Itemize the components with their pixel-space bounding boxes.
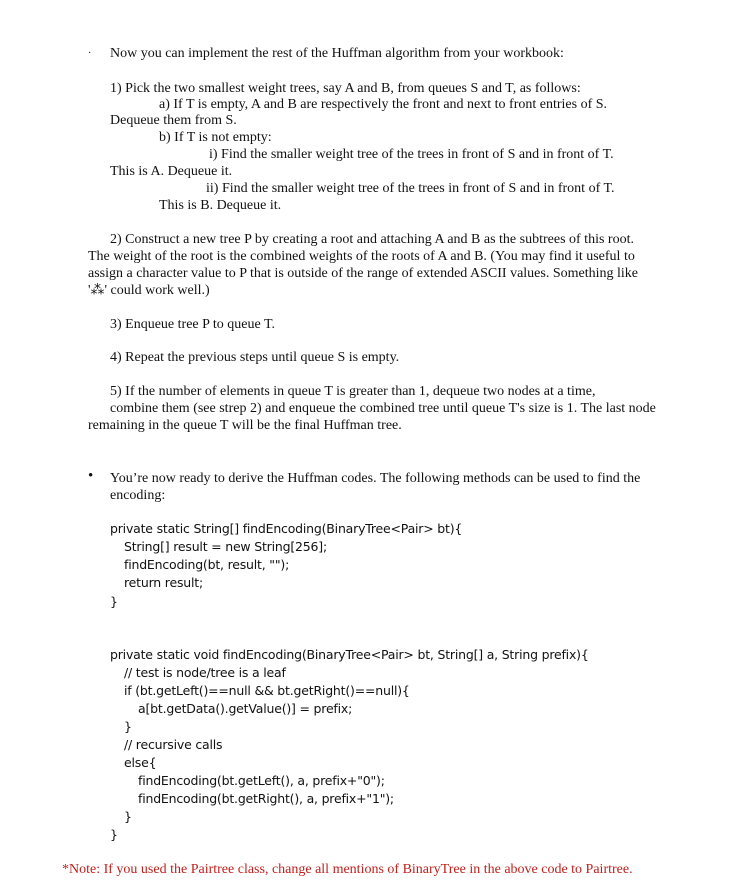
code2-line: findEncoding(bt.getRight(), a, prefix+"1");: [138, 791, 394, 806]
step1-b-i-line1: i) Find the smaller weight tree of the trees in front of S and in front of T.: [209, 147, 614, 162]
step1-b-i-line2: This is A. Dequeue it.: [110, 164, 233, 179]
step2-line1: 2) Construct a new tree P by creating a root and attaching A and B as the subtrees of this root.: [110, 232, 634, 247]
code2-line: if (bt.getLeft()==null && bt.getRight()==null){: [124, 683, 410, 698]
step5-line2: combine them (see strep 2) and enqueue the combined tree until queue T's size is 1. The last node: [110, 401, 656, 416]
step1-b-ii-line1: ii) Find the smaller weight tree of the trees in front of S and in front of T.: [206, 181, 615, 196]
step1-b-ii-line2: This is B. Dequeue it.: [159, 198, 282, 213]
step5-line1: 5) If the number of elements in queue T is greater than 1, dequeue two nodes at a time,: [110, 384, 596, 399]
step5-line3: remaining in the queue T will be the final Huffman tree.: [88, 418, 402, 433]
step3-text: 3) Enqueue tree P to queue T.: [110, 317, 275, 332]
step2-line3: assign a character value to P that is outside of the range of extended ASCII values. Something like: [88, 266, 639, 281]
code2-line: }: [124, 809, 132, 824]
bullet-dot: ·: [88, 48, 92, 59]
section2-line2: encoding:: [110, 488, 166, 503]
code2-line: }: [110, 827, 118, 842]
code2-line: // test is node/tree is a leaf: [124, 665, 286, 680]
code2-line: findEncoding(bt.getLeft(), a, prefix+"0");: [138, 773, 385, 788]
code2-line: a[bt.getData().getValue()] = prefix;: [138, 701, 353, 716]
code2-line: // recursive calls: [124, 737, 223, 752]
code2-line: private static void findEncoding(BinaryTree<Pair> bt, String[] a, String prefix){: [110, 647, 589, 662]
step2-line4: '⁂' could work well.): [88, 283, 210, 298]
code1-line: }: [110, 594, 118, 609]
note-text: *Note: If you used the Pairtree class, change all mentions of BinaryTree in the above code to Pairtree.: [62, 862, 633, 877]
code2-line: else{: [124, 755, 157, 770]
code1-line: private static String[] findEncoding(BinaryTree<Pair> bt){: [110, 521, 463, 536]
step1-b-line1: b) If T is not empty:: [159, 130, 272, 145]
code1-line: findEncoding(bt, result, "");: [124, 557, 290, 572]
step1-line1: 1) Pick the two smallest weight trees, say A and B, from queues S and T, as follows:: [110, 81, 581, 96]
step1-a-line2: Dequeue them from S.: [110, 113, 237, 128]
intro-text: Now you can implement the rest of the Huffman algorithm from your workbook:: [110, 46, 564, 61]
bullet-dot: •: [88, 468, 94, 484]
section2-line1: You’re now ready to derive the Huffman codes. The following methods can be used to find the: [110, 471, 641, 486]
step4-text: 4) Repeat the previous steps until queue S is empty.: [110, 350, 400, 365]
code1-line: return result;: [124, 575, 203, 590]
step2-line2: The weight of the root is the combined weights of the roots of A and B. (You may find it useful to: [88, 249, 635, 264]
code1-line: String[] result = new String[256];: [124, 539, 327, 554]
code2-line: }: [124, 719, 132, 734]
step1-a-line1: a) If T is empty, A and B are respectively the front and next to front entries of S.: [159, 97, 608, 112]
